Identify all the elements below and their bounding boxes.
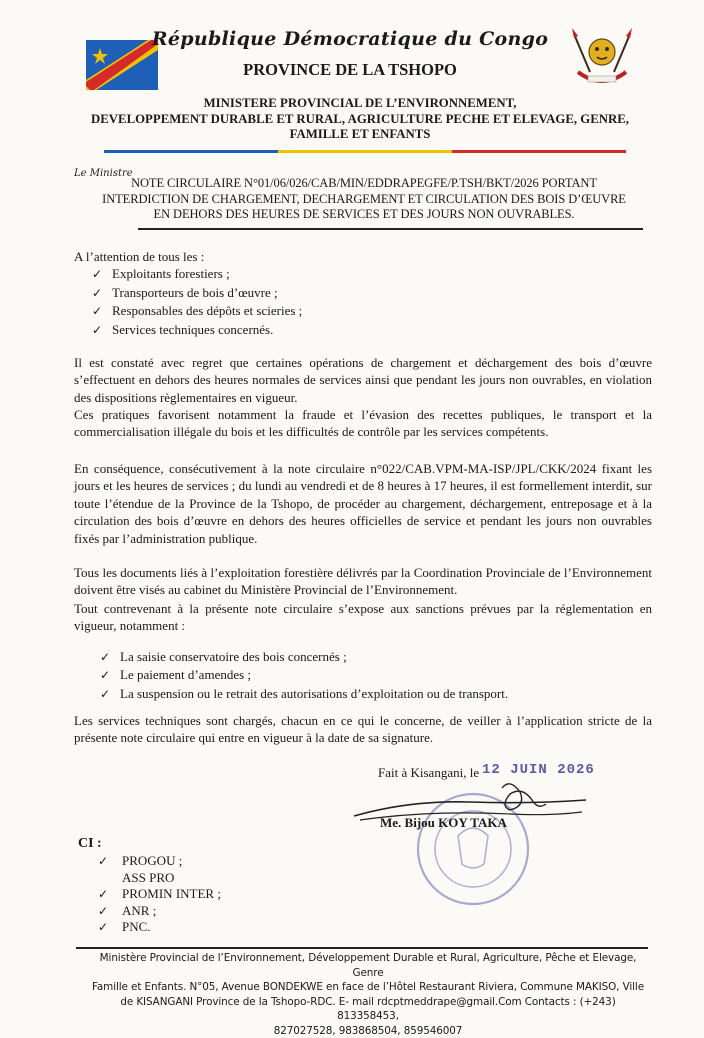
ci-label: CI : bbox=[78, 836, 102, 852]
ministry-heading bbox=[70, 96, 650, 143]
attention-intro: A l’attention de tous les : bbox=[74, 248, 652, 265]
list-item-text: PNC. bbox=[122, 919, 151, 936]
list-item bbox=[98, 870, 221, 887]
minister-label: Le Ministre bbox=[74, 168, 133, 179]
tricolor-divider bbox=[104, 150, 626, 153]
attention-list bbox=[74, 265, 652, 339]
list-item-text: Transporteurs de bois d’œuvre ; bbox=[112, 284, 278, 301]
paragraph: Ces pratiques favorisent notamment la fraude et l’évasion des recettes publiques, le transport et la commercialisation illégale du bois et les difficultés de contrôle par les services compétents. bbox=[74, 406, 652, 441]
drc-flag-icon bbox=[86, 40, 158, 90]
list-item-text: Responsables des dépôts et scieries ; bbox=[112, 302, 302, 319]
paragraph: Il est constaté avec regret que certaines opérations de chargement et déchargement des bois d’œuvre s’effectuent en dehors des heures normales de services ainsi que pendant les jours non ouvrables, en violation des dispositions règlementaires en vigueur. bbox=[74, 354, 652, 406]
list-item-text: Le paiement d’amendes ; bbox=[120, 666, 251, 683]
list-item bbox=[92, 284, 652, 302]
checkmark-icon: ✓ bbox=[100, 649, 120, 666]
list-item bbox=[100, 685, 650, 703]
footer bbox=[88, 951, 648, 1038]
footer-line: Ministère Provincial de l’Environnement, Développement Durable et Rural, Agriculture, Pêche et Elevage, Genre bbox=[88, 951, 648, 980]
sanctions-section bbox=[100, 648, 650, 703]
closing-paragraph: Les services techniques sont chargés, chacun en ce qui le concerne, de veiller à l’application stricte de la présente note circulaire qui entre en vigueur à la date de sa signature. bbox=[74, 712, 652, 747]
note-title bbox=[84, 176, 644, 223]
note-title-line: EN DEHORS DES HEURES DE SERVICES ET DES JOURS NON OUVRABLES. bbox=[84, 207, 644, 223]
list-item bbox=[92, 321, 652, 339]
drc-coat-of-arms-icon bbox=[566, 24, 638, 94]
ministry-line: MINISTERE PROVINCIAL DE L’ENVIRONNEMENT, bbox=[70, 96, 650, 112]
checkmark-icon: ✓ bbox=[98, 919, 122, 936]
list-item-text: La saisie conservatoire des bois concernés ; bbox=[120, 648, 347, 665]
republic-heading: République Démocratique du Congo bbox=[150, 28, 550, 50]
sanctions-list bbox=[100, 648, 650, 703]
attention-section bbox=[74, 248, 652, 339]
list-item bbox=[98, 919, 221, 936]
list-item bbox=[100, 648, 650, 666]
paragraph: En conséquence, consécutivement à la note circulaire n°022/CAB.VPM-MA-ISP/JPL/CKK/2024 fixant les jours et les heures de services ; du lundi au vendredi et de 8 heures à 17 heures, il est formellement interdit, sur toute l’étendue de la Province de la Tshopo, de procéder au chargement, déchargement, entreposage et à la circulation des bois d’œuvre en dehors des heures officielles de service et pendant les jours non ouvrables fixés par l’administration publique. bbox=[74, 460, 652, 547]
checkmark-icon: ✓ bbox=[100, 667, 120, 684]
list-item-text: PROMIN INTER ; bbox=[122, 886, 221, 903]
paragraph: Tous les documents liés à l’exploitation forestière délivrés par la Coordination Provinciale de l’Environnement doivent être visés au cabinet du Ministère Provincial de l’Environnement. bbox=[74, 564, 652, 599]
tricolor-blue bbox=[104, 150, 278, 153]
list-item-text: ANR ; bbox=[122, 903, 156, 920]
ministry-line: DEVELOPPEMENT DURABLE ET RURAL, AGRICULTURE PECHE ET ELEVAGE, GENRE, bbox=[70, 112, 650, 128]
list-item-text: La suspension ou le retrait des autorisations d’exploitation ou de transport. bbox=[120, 685, 508, 702]
note-title-line: NOTE CIRCULAIRE N°01/06/026/CAB/MIN/EDDRAPEGFE/P.TSH/BKT/2026 PORTANT bbox=[84, 176, 644, 192]
list-item-text: ASS PRO bbox=[122, 870, 174, 887]
ministry-line: FAMILLE ET ENFANTS bbox=[70, 127, 650, 143]
list-item bbox=[92, 265, 652, 283]
date-stamp: 12 JUIN 2026 bbox=[482, 762, 595, 778]
list-item bbox=[98, 886, 221, 903]
checkmark-icon: ✓ bbox=[98, 886, 122, 903]
footer-divider bbox=[76, 947, 648, 949]
checkmark-icon: ✓ bbox=[98, 853, 122, 870]
list-item bbox=[98, 853, 221, 870]
tricolor-red bbox=[452, 150, 626, 153]
note-title-line: INTERDICTION DE CHARGEMENT, DECHARGEMENT ET CIRCULATION DES BOIS D’ŒUVRE bbox=[84, 192, 644, 208]
checkmark-icon: ✓ bbox=[98, 903, 122, 920]
list-item-text: Services techniques concernés. bbox=[112, 321, 273, 338]
checkmark-icon: ✓ bbox=[92, 322, 112, 339]
signer-name: Me. Bijou KOY TAKA bbox=[380, 815, 507, 831]
footer-line: Famille et Enfants. N°05, Avenue BONDEKWE en face de l’Hôtel Restaurant Riviera, Commune MAKISO, Ville bbox=[88, 980, 648, 995]
checkmark-icon: ✓ bbox=[92, 285, 112, 302]
list-item-text: Exploitants forestiers ; bbox=[112, 265, 230, 282]
list-item bbox=[100, 666, 650, 684]
footer-line: de KISANGANI Province de la Tshopo-RDC. E- mail rdcptmeddrape@gmail.Com Contacts : (+243) 813358453, bbox=[88, 995, 648, 1024]
tricolor-yellow bbox=[278, 150, 452, 153]
title-underline bbox=[138, 228, 643, 230]
province-heading: PROVINCE DE LA TSHOPO bbox=[150, 60, 550, 80]
checkmark-icon: ✓ bbox=[92, 303, 112, 320]
list-item bbox=[92, 302, 652, 320]
paragraph: Tout contrevenant à la présente note circulaire s’expose aux sanctions prévues par la réglementation en vigueur, notamment : bbox=[74, 600, 652, 635]
list-item bbox=[98, 903, 221, 920]
checkmark-icon: ✓ bbox=[100, 686, 120, 703]
ci-list bbox=[98, 853, 221, 936]
checkmark-icon: ✓ bbox=[92, 266, 112, 283]
list-item-text: PROGOU ; bbox=[122, 853, 182, 870]
signature-place: Fait à Kisangani, le bbox=[378, 765, 479, 781]
footer-line: 827027528, 983868504, 859546007 bbox=[88, 1024, 648, 1038]
